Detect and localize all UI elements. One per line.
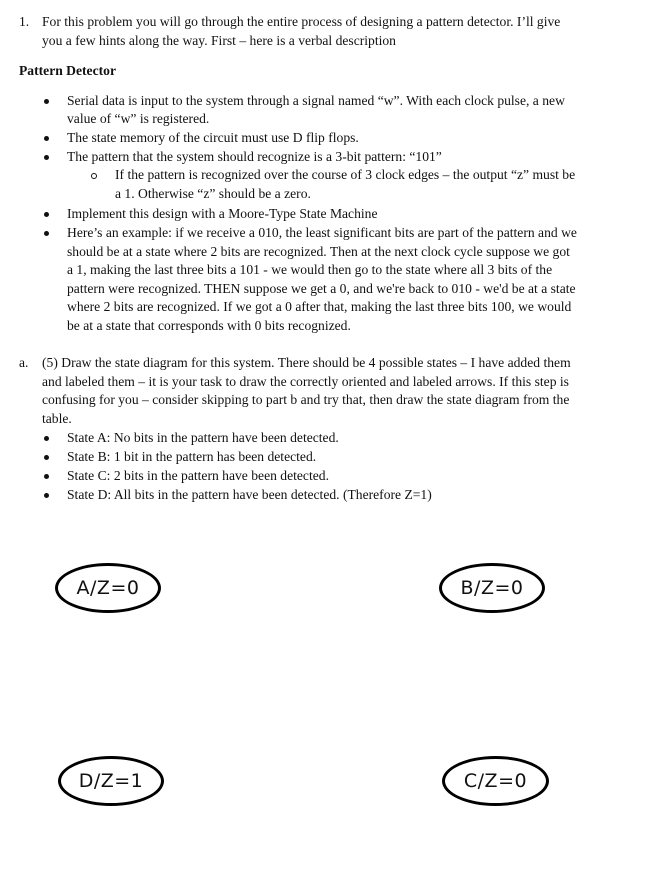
bullet-dot xyxy=(44,455,49,460)
problem-intro-line-2: you a few hints along the way. First – here is a verbal description xyxy=(42,33,396,48)
bullet-1-line-2: value of “w” is registered. xyxy=(67,111,210,126)
bullet-dot xyxy=(44,436,49,441)
problem-intro-line-1: For this problem you will go through the entire process of designing a pattern detector. I’ll give xyxy=(42,14,561,29)
bullet-dot xyxy=(44,231,49,236)
state-a-description: State A: No bits in the pattern have been detected. xyxy=(67,430,339,445)
bullet-dot xyxy=(44,474,49,479)
section-heading: Pattern Detector xyxy=(19,63,116,78)
state-node-b[interactable]: B/Z=0 xyxy=(439,563,545,613)
bullet-1-line-1: Serial data is input to the system through a signal named “w”. With each clock pulse, a new xyxy=(67,93,565,108)
state-node-d[interactable]: D/Z=1 xyxy=(58,756,164,806)
state-node-a[interactable]: A/Z=0 xyxy=(55,563,161,613)
bullet-5-line-2: should be at a state where 2 bits are recognized. Then at the next clock cycle suppose we got xyxy=(67,244,570,259)
bullet-2-line-1: The state memory of the circuit must use D flip flops. xyxy=(67,130,359,145)
part-a-line-3: confusing for you – consider skipping to part b and try that, then draw the state diagram from the xyxy=(42,392,570,407)
sub-bullet-circle xyxy=(91,173,97,179)
part-a-line-2: and labeled them – it is your task to draw the correctly oriented and labeled arrows. If this step is xyxy=(42,374,569,389)
bullet-dot xyxy=(44,212,49,217)
bullet-5-line-4: pattern were recognized. THEN suppose we get a 0, and we're back to 010 - we'd be at a state xyxy=(67,281,576,296)
bullet-3-line-1: The pattern that the system should recognize is a 3-bit pattern: “101” xyxy=(67,149,442,164)
bullet-dot xyxy=(44,136,49,141)
bullet-dot xyxy=(44,99,49,104)
state-c-description: State C: 2 bits in the pattern have been detected. xyxy=(67,468,329,483)
state-node-c[interactable]: C/Z=0 xyxy=(442,756,549,806)
problem-number: 1. xyxy=(19,14,30,29)
part-a-label: a. xyxy=(19,355,29,370)
bullet-5-line-5: where 2 bits are recognized. If we got a 0 after that, making the last three bits 100, we would xyxy=(67,299,572,314)
part-a-line-1: (5) Draw the state diagram for this system. There should be 4 possible states – I have added them xyxy=(42,355,571,370)
bullet-dot xyxy=(44,493,49,498)
state-b-description: State B: 1 bit in the pattern has been detected. xyxy=(67,449,317,464)
bullet-5-line-6: be at a state that corresponds with 0 bits recognized. xyxy=(67,318,351,333)
part-a-line-4: table. xyxy=(42,411,72,426)
bullet-4-line-1: Implement this design with a Moore-Type State Machine xyxy=(67,206,378,221)
state-d-description: State D: All bits in the pattern have been detected. (Therefore Z=1) xyxy=(67,487,432,502)
bullet-dot xyxy=(44,155,49,160)
sub-bullet-line-2: a 1. Otherwise “z” should be a zero. xyxy=(115,186,311,201)
sub-bullet-line-1: If the pattern is recognized over the course of 3 clock edges – the output “z” must be xyxy=(115,167,576,182)
bullet-5-line-1: Here’s an example: if we receive a 010, the least significant bits are part of the pattern and we xyxy=(67,225,577,240)
bullet-5-line-3: a 1, making the last three bits a 101 - we would then go to the state where all 3 bits of the xyxy=(67,262,553,277)
